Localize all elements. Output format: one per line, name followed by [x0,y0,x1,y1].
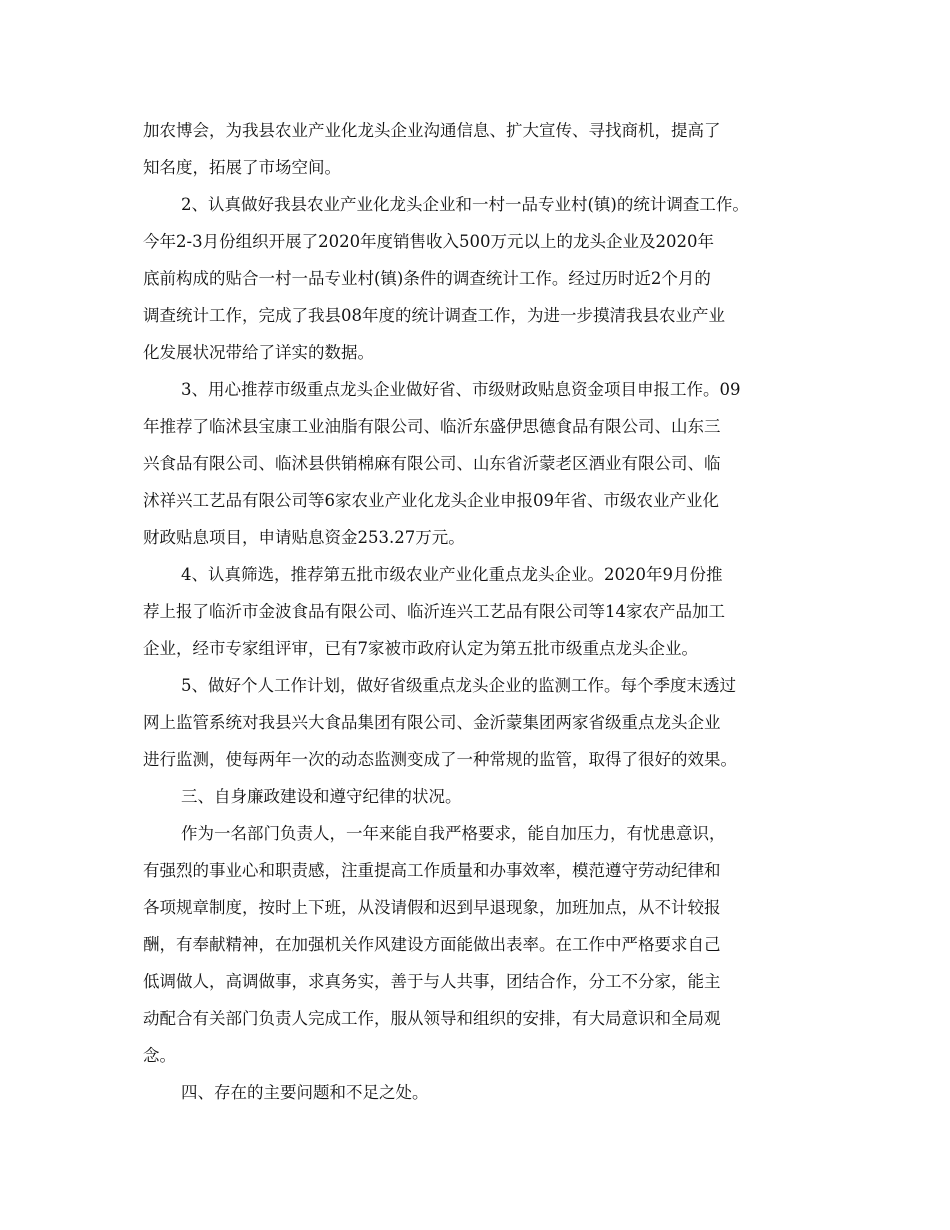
text-line: 5、做好个人工作计划，做好省级重点龙头企业的监测工作。每个季度末透过 [181,676,736,695]
text-line: 加农博会，为我县农业产业化龙头企业沟通信息、扩大宣传、寻找商机，提高了 [143,121,721,140]
text-line: 沭祥兴工艺品有限公司等6家农业产业化龙头企业申报09年省、市级农业产业化 [143,491,719,510]
text-line: 4、认真筛选，推荐第五批市级农业产业化重点龙头企业。2020年9月份推 [181,565,723,584]
text-line: 底前构成的贴合一村一品专业村(镇)条件的调查统计工作。经过历时近2个月的 [143,269,711,288]
text-line: 3、用心推荐市级重点龙头企业做好省、市级财政贴息资金项目申报工作。09 [181,380,741,399]
text-line: 三、自身廉政建设和遵守纪律的状况。 [181,787,462,806]
text-line: 调查统计工作，完成了我县08年度的统计调查工作，为进一步摸清我县农业产业 [143,306,725,325]
text-line: 四、存在的主要问题和不足之处。 [181,1083,429,1102]
text-line: 进行监测，使每两年一次的动态监测变成了一种常规的监管，取得了很好的效果。 [143,750,737,769]
text-line: 念。 [143,1046,176,1065]
text-line: 网上监管系统对我县兴大食品集团有限公司、金沂蒙集团两家省级重点龙头企业 [143,713,721,732]
text-line: 企业，经市专家组评审，已有7家被市政府认定为第五批市级重点龙头企业。 [143,639,698,658]
text-line: 有强烈的事业心和职责感，注重提高工作质量和办事效率，模范遵守劳动纪律和 [143,861,721,880]
text-line: 各项规章制度，按时上下班，从没请假和迟到早退现象，加班加点，从不计较报 [143,898,721,917]
text-line: 酬，有奉献精神，在加强机关作风建设方面能做出表率。在工作中严格要求自己 [143,935,721,954]
text-line: 知名度，拓展了市场空间。 [143,158,341,177]
document-body [143,112,823,1111]
text-line: 作为一名部门负责人，一年来能自我严格要求，能自加压力，有忧患意识， [181,824,726,843]
text-line: 荐上报了临沂市金波食品有限公司、临沂连兴工艺品有限公司等14家农产品加工 [143,602,725,621]
text-line: 今年2-3月份组织开展了2020年度销售收入500万元以上的龙头企业及2020年 [143,232,715,251]
text-line: 低调做人，高调做事，求真务实，善于与人共事，团结合作，分工不分家，能主 [143,972,721,991]
text-line: 化发展状况带给了详实的数据。 [143,343,374,362]
text-line: 2、认真做好我县农业产业化龙头企业和一村一品专业村(镇)的统计调查工作。 [181,195,749,214]
text-line: 年推荐了临沭县宝康工业油脂有限公司、临沂东盛伊思德食品有限公司、山东三 [143,417,721,436]
text-line: 兴食品有限公司、临沭县供销棉麻有限公司、山东省沂蒙老区酒业有限公司、临 [143,454,721,473]
text-line: 财政贴息项目，申请贴息资金253.27万元。 [143,528,465,547]
text-line: 动配合有关部门负责人完成工作，服从领导和组织的安排，有大局意识和全局观 [143,1009,721,1028]
